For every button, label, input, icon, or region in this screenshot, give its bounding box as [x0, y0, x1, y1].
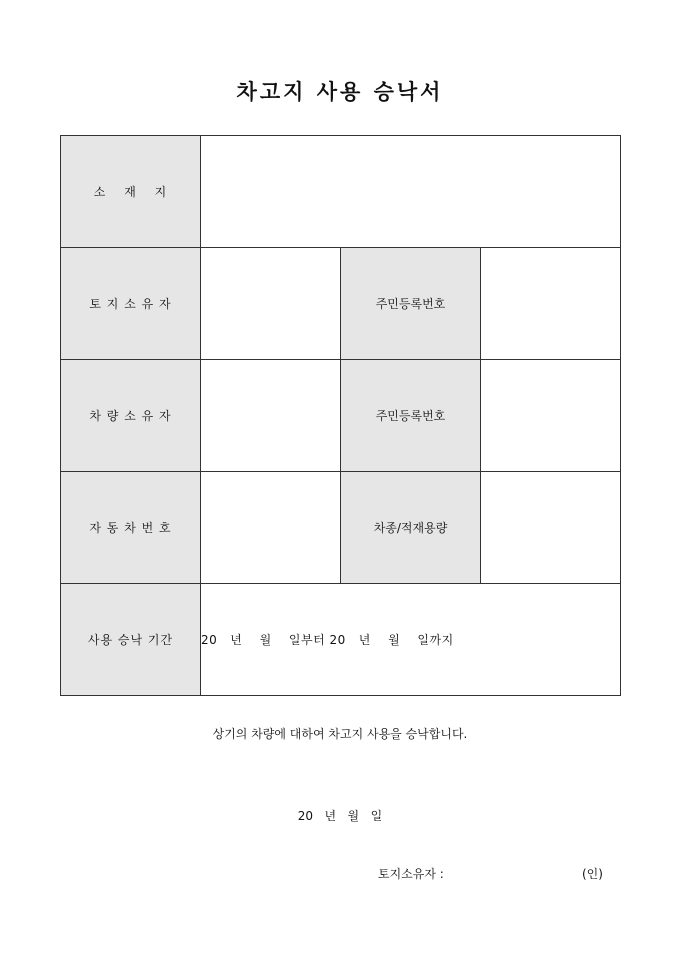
- vehicle-type-label: 차종/적재용량: [341, 472, 481, 584]
- land-owner-id-label: 주민등록번호: [341, 248, 481, 360]
- land-owner-row: [61, 248, 621, 360]
- location-label: 소 재 지: [61, 136, 201, 248]
- signature-label: 토지소유자 :: [378, 867, 444, 881]
- vehicle-type-field[interactable]: [481, 472, 621, 584]
- land-owner-id-field[interactable]: [481, 248, 621, 360]
- plate-field[interactable]: [201, 472, 341, 584]
- vehicle-owner-id-label: 주민등록번호: [341, 360, 481, 472]
- land-owner-field[interactable]: [201, 248, 341, 360]
- vehicle-owner-label: 차 량 소 유 자: [61, 360, 201, 472]
- plate-row: [61, 472, 621, 584]
- document-title: 차고지 사용 승낙서: [236, 79, 444, 104]
- location-field[interactable]: [201, 136, 621, 248]
- vehicle-owner-field[interactable]: [201, 360, 341, 472]
- vehicle-owner-id-field[interactable]: [481, 360, 621, 472]
- period-label: 사용 승낙 기간: [61, 584, 201, 696]
- seal-mark: (인): [582, 867, 603, 881]
- land-owner-label: 토 지 소 유 자: [61, 248, 201, 360]
- date-line[interactable]: 20 년 월 일: [297, 809, 383, 823]
- period-field[interactable]: 20 년 월 일부터 20 년 월 일까지: [201, 584, 621, 696]
- consent-statement: 상기의 차량에 대하여 차고지 사용을 승낙합니다.: [212, 727, 468, 741]
- period-row: [61, 584, 621, 696]
- location-row: [61, 136, 621, 248]
- permission-form-table: [60, 135, 621, 696]
- vehicle-owner-row: [61, 360, 621, 472]
- plate-label: 자 동 차 번 호: [61, 472, 201, 584]
